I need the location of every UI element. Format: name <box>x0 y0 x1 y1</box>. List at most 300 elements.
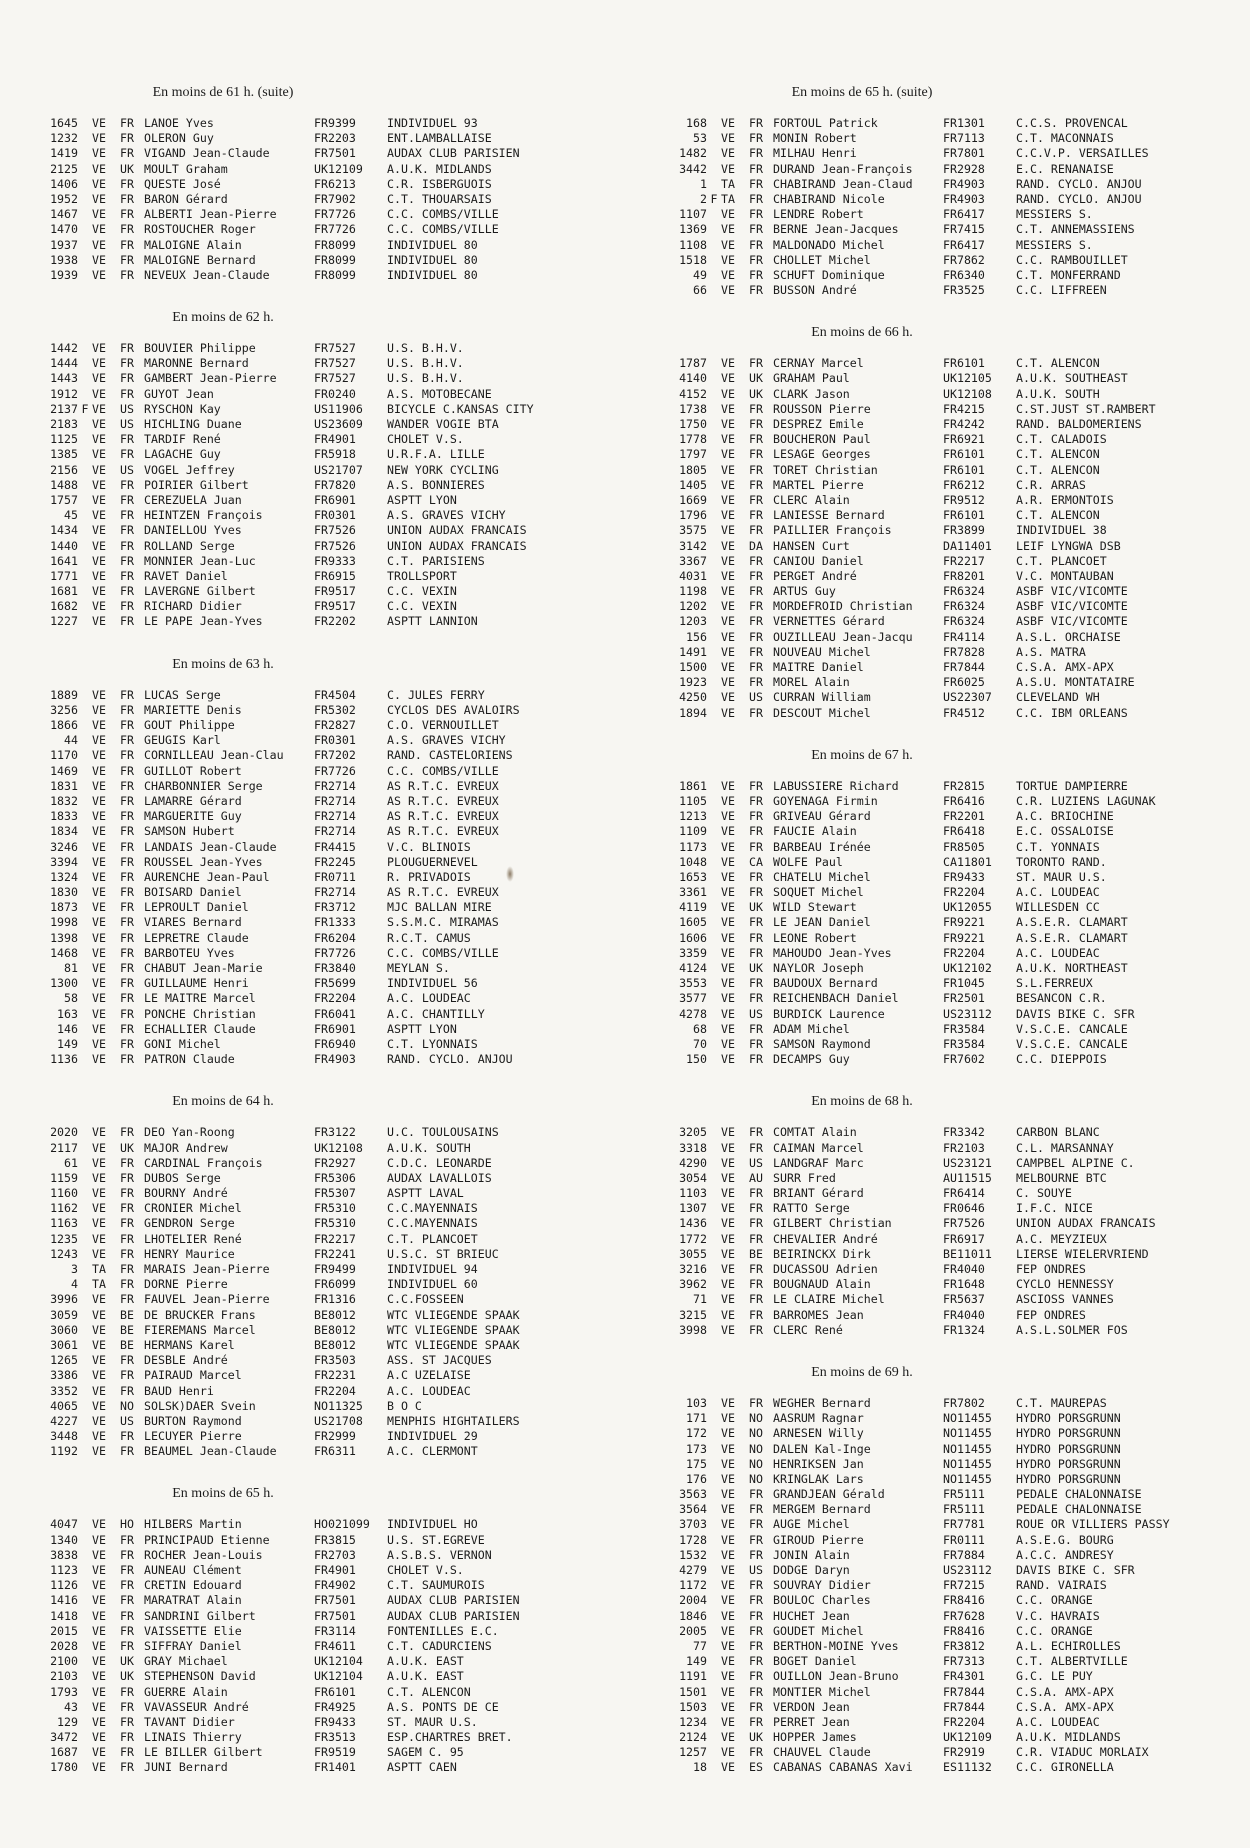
gender-flag <box>707 1156 721 1171</box>
result-row <box>672 162 1250 177</box>
country: FR <box>749 161 763 176</box>
result-row <box>672 794 1250 809</box>
club-name: A.C. BRIOCHINE <box>1016 809 1114 824</box>
country: FR <box>120 1155 134 1170</box>
result-row <box>672 915 1250 930</box>
country: FR <box>120 222 134 237</box>
country: FR <box>749 1292 763 1307</box>
country: FR <box>120 146 134 161</box>
club-name: HYDRO PORSGRUNN <box>1016 1441 1121 1456</box>
club-name: C.T. PARISIENS <box>387 553 485 568</box>
club-name: U.S.C. ST BRIEUC <box>387 1246 499 1261</box>
rider-number: 3996 <box>50 1292 78 1307</box>
gender-flag <box>78 356 92 371</box>
gender-flag <box>78 192 92 207</box>
rider-number: 1805 <box>679 462 707 477</box>
rider-number: 2124 <box>679 1730 707 1745</box>
club-code: FR2815 <box>943 778 985 793</box>
club-name: PEDALE CHALONNAISE <box>1016 1487 1142 1502</box>
gender-flag <box>78 976 92 991</box>
gender-flag <box>707 162 721 177</box>
section-title: En moins de 61 h. (suite) <box>152 85 294 100</box>
category: VE <box>92 1231 106 1246</box>
rider-name: MORDEFROID Christian <box>773 599 913 614</box>
gender-flag <box>78 207 92 222</box>
rider-number: 1846 <box>679 1608 707 1623</box>
section-title: En moins de 69 h. <box>811 1364 913 1380</box>
country: FR <box>749 1231 763 1246</box>
country: FR <box>749 417 763 431</box>
gender-flag <box>78 824 92 839</box>
club-code: UK12109 <box>943 1730 992 1745</box>
rider-name: CRONIER Michel <box>144 1201 242 1216</box>
gender-flag <box>78 946 92 961</box>
result-row <box>672 885 1250 900</box>
gender-flag <box>78 1669 92 1684</box>
rider-number: 1952 <box>50 191 78 206</box>
gender-flag <box>707 1186 721 1201</box>
gender-flag <box>707 402 721 417</box>
country: FR <box>120 1036 134 1051</box>
rider-name: GUILLAUME Henri <box>144 976 249 991</box>
category: VE <box>92 991 106 1006</box>
club-code: FR2231 <box>314 1368 356 1383</box>
club-code: FR0301 <box>314 508 356 523</box>
category: VE <box>92 146 106 161</box>
club-name: C.T. LYONNAIS <box>387 1036 478 1051</box>
rider-name: ROLLAND Serge <box>144 538 235 553</box>
rider-number: 71 <box>693 1292 707 1307</box>
club-code: FR6101 <box>314 1684 356 1699</box>
result-row <box>672 1323 1250 1338</box>
rider-name: CANIOU Daniel <box>773 553 864 568</box>
rider-number: 1889 <box>50 687 78 702</box>
gender-flag <box>78 1429 92 1444</box>
country: FR <box>749 1036 763 1051</box>
rider-number: 1398 <box>50 930 78 945</box>
rider-name: CORNILLEAU Jean-Clau <box>144 748 284 763</box>
category: VE <box>92 508 106 523</box>
club-name: C.T. MACONNAIS <box>1016 131 1114 146</box>
rider-name: GEUGIS Karl <box>144 733 221 748</box>
country: UK <box>120 1654 134 1669</box>
club-name: C.T. ALENCON <box>1016 356 1100 371</box>
result-row <box>43 1125 633 1140</box>
rider-name: LANIESSE Bernard <box>773 508 885 523</box>
rider-name: POIRIER Gilbert <box>144 477 249 492</box>
rider-name: VERDON Jean <box>773 1699 850 1714</box>
rider-name: LENDRE Robert <box>773 207 864 222</box>
club-code: FR4301 <box>943 1669 985 1684</box>
result-row <box>43 1429 633 1444</box>
gender-flag <box>78 900 92 915</box>
rider-number: 4152 <box>679 386 707 401</box>
club-name: C.T. MONFERRAND <box>1016 267 1121 282</box>
category: VE <box>721 1395 735 1410</box>
rider-number: 1369 <box>679 222 707 237</box>
gender-flag <box>78 162 92 177</box>
gender-flag <box>78 554 92 569</box>
club-name: C.T. PLANCOET <box>387 1231 478 1246</box>
rider-number: 3 <box>71 1262 78 1276</box>
category: VE <box>721 1638 735 1653</box>
country: FR <box>749 976 763 991</box>
rider-name: TORET Christian <box>773 462 878 477</box>
country: FR <box>120 131 134 146</box>
club-name: A.S.L.SOLMER FOS <box>1016 1322 1128 1337</box>
club-code: FR6340 <box>943 267 985 282</box>
category: VE <box>721 116 735 130</box>
rider-name: MAITRE Daniel <box>773 660 864 674</box>
gender-flag <box>707 1141 721 1156</box>
gender-flag <box>707 1442 721 1457</box>
result-row <box>43 931 633 946</box>
club-code: FR7527 <box>314 371 356 386</box>
category: VE <box>721 447 735 462</box>
right-column <box>672 84 1250 1776</box>
rider-number: 3246 <box>50 839 78 854</box>
rider-number: 1105 <box>679 793 707 808</box>
country: FR <box>749 207 763 222</box>
rider-number: 4250 <box>679 690 707 705</box>
rider-name: PAILLIER François <box>773 523 892 538</box>
category: VE <box>92 477 106 492</box>
country: US <box>749 1563 763 1577</box>
section-gap <box>43 630 633 656</box>
club-name: E.C. OSSALOISE <box>1016 824 1114 839</box>
category: VE <box>721 584 735 599</box>
club-name: A.L. ECHIROLLES <box>1016 1638 1121 1653</box>
result-row <box>43 1669 633 1684</box>
category: VE <box>721 1262 735 1276</box>
rider-number: 1173 <box>679 839 707 854</box>
rider-number: 1467 <box>50 207 78 222</box>
country: FR <box>120 702 134 717</box>
paper-stain <box>506 866 514 882</box>
rider-number: 1340 <box>50 1532 78 1547</box>
rider-number: 1265 <box>50 1353 78 1368</box>
result-row <box>43 614 633 629</box>
country: FR <box>120 1623 134 1638</box>
result-row <box>43 1141 633 1156</box>
category: VE <box>721 1322 735 1337</box>
club-name: A.U.K. MIDLANDS <box>1016 1730 1121 1745</box>
club-name: I.F.C. NICE <box>1016 1201 1093 1216</box>
time-section <box>43 1485 633 1775</box>
gender-flag <box>78 463 92 478</box>
gender-flag <box>78 116 92 131</box>
club-code: FR7884 <box>943 1547 985 1562</box>
club-name: TORONTO RAND. <box>1016 854 1107 869</box>
gender-flag <box>78 931 92 946</box>
club-name: U.S. B.H.V. <box>387 341 464 356</box>
rider-name: HENRIKSEN Jan <box>773 1456 864 1471</box>
category: VE <box>92 1532 106 1547</box>
result-row <box>672 809 1250 824</box>
club-name: INDIVIDUEL HO <box>387 1517 478 1532</box>
rider-number: 103 <box>686 1395 707 1410</box>
club-name: U.C. TOULOUSAINS <box>387 1125 499 1140</box>
result-row <box>672 614 1250 629</box>
country: FR <box>749 176 763 191</box>
country: US <box>120 1413 134 1428</box>
gender-flag <box>707 1578 721 1593</box>
club-name: C.T. YONNAIS <box>1016 839 1100 854</box>
rider-number: 2100 <box>50 1654 78 1669</box>
club-code: UK12102 <box>943 961 992 975</box>
rider-number: 3577 <box>679 991 707 1006</box>
gender-flag <box>707 1292 721 1307</box>
rider-name: BOUGNAUD Alain <box>773 1277 871 1292</box>
rider-number: 1418 <box>50 1608 78 1623</box>
gender-flag <box>78 885 92 900</box>
rider-number: 1687 <box>50 1745 78 1760</box>
country: FR <box>120 976 134 991</box>
club-code: US21707 <box>314 462 363 477</box>
club-code: UK12108 <box>943 386 992 401</box>
country: FR <box>120 116 134 130</box>
club-code: US22307 <box>943 690 992 705</box>
rider-number: 4031 <box>679 568 707 583</box>
category: VE <box>92 1036 106 1051</box>
rider-number: 1669 <box>679 492 707 507</box>
club-code: FR6901 <box>314 1021 356 1036</box>
result-row <box>672 283 1250 298</box>
rider-number: 3205 <box>679 1125 707 1140</box>
country: FR <box>749 1052 763 1067</box>
result-row <box>43 1156 633 1171</box>
rider-number: 1170 <box>50 748 78 763</box>
rider-number: 1203 <box>679 614 707 629</box>
rider-name: SIFFRAY Daniel <box>144 1638 242 1653</box>
category: VE <box>92 1730 106 1745</box>
rider-name: GOUDET Michel <box>773 1623 864 1638</box>
club-name: C.T. CALADOIS <box>1016 432 1107 447</box>
result-row <box>43 1022 633 1037</box>
result-row <box>43 1338 633 1353</box>
section-gap <box>43 1459 633 1485</box>
rider-name: GUYOT Jean <box>144 386 214 401</box>
rider-name: RAVET Daniel <box>144 568 228 583</box>
result-row <box>43 508 633 523</box>
club-name: R. PRIVADOIS <box>387 869 471 884</box>
rider-number: 1234 <box>679 1714 707 1729</box>
category: VE <box>92 538 106 553</box>
result-row <box>672 508 1250 523</box>
result-row <box>43 131 633 146</box>
club-code: US23609 <box>314 417 363 431</box>
club-name: WTC VLIEGENDE SPAAK <box>387 1337 520 1352</box>
category: VE <box>721 854 735 869</box>
category: VE <box>92 1398 106 1413</box>
rider-name: BARBEAU Irénée <box>773 839 871 854</box>
section-title: En moins de 65 h. <box>172 1486 274 1502</box>
gender-flag <box>707 1396 721 1411</box>
country: FR <box>749 644 763 659</box>
gender-flag <box>707 283 721 298</box>
rider-number: 1436 <box>679 1216 707 1231</box>
category: VE <box>721 146 735 161</box>
club-code: FR9517 <box>314 584 356 599</box>
result-row <box>672 523 1250 538</box>
category: VE <box>721 1547 735 1562</box>
category: VE <box>92 356 106 371</box>
gender-flag <box>707 222 721 237</box>
gender-flag <box>78 779 92 794</box>
country: FR <box>120 1368 134 1383</box>
rider-name: BRIANT Gérard <box>773 1186 864 1201</box>
result-row <box>43 1609 633 1624</box>
rider-number: 1257 <box>679 1745 707 1760</box>
club-name: A.S. MATRA <box>1016 644 1086 659</box>
club-code: UK12055 <box>943 900 992 915</box>
category: VE <box>721 523 735 538</box>
gender-flag <box>707 660 721 675</box>
club-code: FR6414 <box>943 1186 985 1201</box>
category: VE <box>721 386 735 401</box>
club-name: C.D.C. LEONARDE <box>387 1155 492 1170</box>
country: UK <box>749 961 763 975</box>
section-title: En moins de 64 h. <box>172 1094 274 1110</box>
gender-flag <box>78 1171 92 1186</box>
rider-name: SURR Fred <box>773 1170 836 1185</box>
rider-number: 4290 <box>679 1155 707 1170</box>
category: TA <box>92 1262 106 1276</box>
club-code: FR9221 <box>943 915 985 930</box>
rider-name: MALOIGNE Bernard <box>144 252 256 267</box>
category: VE <box>92 1638 106 1653</box>
club-name: C.R. LUZIENS LAGUNAK <box>1016 793 1156 808</box>
country: FR <box>120 492 134 507</box>
gender-flag <box>707 1125 721 1140</box>
category: VE <box>721 1654 735 1669</box>
rider-number: 1861 <box>679 778 707 793</box>
country: FR <box>749 1684 763 1699</box>
country: FR <box>749 116 763 130</box>
country: FR <box>120 1730 134 1745</box>
result-row <box>672 116 1250 131</box>
club-name: PEDALE CHALONNAISE <box>1016 1502 1142 1517</box>
rider-name: MILHAU Henri <box>773 146 857 161</box>
category: VE <box>721 432 735 447</box>
gender-flag <box>707 1654 721 1669</box>
category: VE <box>92 1125 106 1140</box>
club-name: ESP.CHARTRES BRET. <box>387 1730 513 1745</box>
category: VE <box>92 1368 106 1383</box>
category: VE <box>721 1216 735 1231</box>
club-name: A.S. GRAVES VICHY <box>387 508 506 523</box>
club-name: C.T. PLANCOET <box>1016 553 1107 568</box>
result-row <box>43 870 633 885</box>
country: FR <box>120 1532 134 1547</box>
category: VE <box>721 793 735 808</box>
gender-flag <box>707 478 721 493</box>
club-name: AS R.T.C. EVREUX <box>387 809 499 824</box>
result-row <box>672 192 1250 207</box>
club-code: FR7862 <box>943 252 985 267</box>
club-name: C.T. MAUREPAS <box>1016 1395 1107 1410</box>
category: TA <box>721 176 735 191</box>
country: FR <box>749 568 763 583</box>
section-title: En moins de 65 h. (suite) <box>791 85 933 100</box>
section-title: En moins de 63 h. <box>172 656 274 672</box>
club-name: C.T. ALENCON <box>1016 447 1100 462</box>
result-row <box>672 1247 1250 1262</box>
rider-name: HENRY Maurice <box>144 1246 235 1261</box>
rider-number: 146 <box>57 1021 78 1036</box>
club-code: BE8012 <box>314 1337 356 1352</box>
gender-flag <box>78 1262 92 1277</box>
club-code: FR1401 <box>314 1760 356 1775</box>
club-name: E.C. RENANAISE <box>1016 161 1114 176</box>
rider-number: 1162 <box>50 1201 78 1216</box>
club-name: C.C. IBM ORLEANS <box>1016 705 1128 720</box>
rider-number: 1793 <box>50 1684 78 1699</box>
result-row <box>43 192 633 207</box>
club-name: A.S.U. MONTATAIRE <box>1016 675 1135 690</box>
club-code: FR9433 <box>314 1714 356 1729</box>
category: VE <box>721 1277 735 1292</box>
time-section <box>43 309 633 630</box>
result-row <box>672 1292 1250 1307</box>
rider-name: SCHUFT Dominique <box>773 267 885 282</box>
country: FR <box>749 1021 763 1036</box>
category: VE <box>92 1517 106 1532</box>
category: VE <box>721 1186 735 1201</box>
gender-flag <box>707 1037 721 1052</box>
result-row <box>43 885 633 900</box>
gender-flag <box>707 268 721 283</box>
club-code: FR2241 <box>314 1246 356 1261</box>
rider-name: JUNI Bernard <box>144 1760 228 1775</box>
rider-number: 1227 <box>50 614 78 629</box>
rider-number: 1834 <box>50 824 78 839</box>
rider-name: LEPRETRE Claude <box>144 930 249 945</box>
result-row <box>43 1760 633 1775</box>
club-code: NO11325 <box>314 1398 363 1413</box>
rider-name: MARATRAT Alain <box>144 1593 242 1608</box>
rider-number: 1645 <box>50 116 78 130</box>
club-code: FR3899 <box>943 523 985 538</box>
rider-number: 3060 <box>50 1322 78 1337</box>
rider-name: MARTEL Pierre <box>773 477 864 492</box>
category: VE <box>92 961 106 975</box>
gender-flag <box>78 1353 92 1368</box>
gender-flag <box>707 1669 721 1684</box>
category: VE <box>92 191 106 206</box>
result-row <box>672 1457 1250 1472</box>
gender-flag <box>78 748 92 763</box>
club-name: INDIVIDUEL 80 <box>387 237 478 252</box>
club-code: FR3584 <box>943 1021 985 1036</box>
rider-name: BAUDOUX Bernard <box>773 976 878 991</box>
result-row <box>672 584 1250 599</box>
country: FR <box>749 1502 763 1517</box>
country: FR <box>749 1262 763 1276</box>
gender-flag <box>707 554 721 569</box>
rider-name: ROUSSON Pierre <box>773 401 871 416</box>
club-code: FR7801 <box>943 146 985 161</box>
country: FR <box>749 1593 763 1608</box>
gender-flag <box>707 794 721 809</box>
rider-name: CHABUT Jean-Marie <box>144 961 263 975</box>
country: FR <box>749 599 763 614</box>
club-name: INDIVIDUEL 80 <box>387 267 478 282</box>
country: BE <box>120 1307 134 1322</box>
club-name: CAMPBEL ALPINE C. <box>1016 1155 1135 1170</box>
club-name: C.C. GIRONELLA <box>1016 1760 1114 1775</box>
rider-number: 3998 <box>679 1322 707 1337</box>
